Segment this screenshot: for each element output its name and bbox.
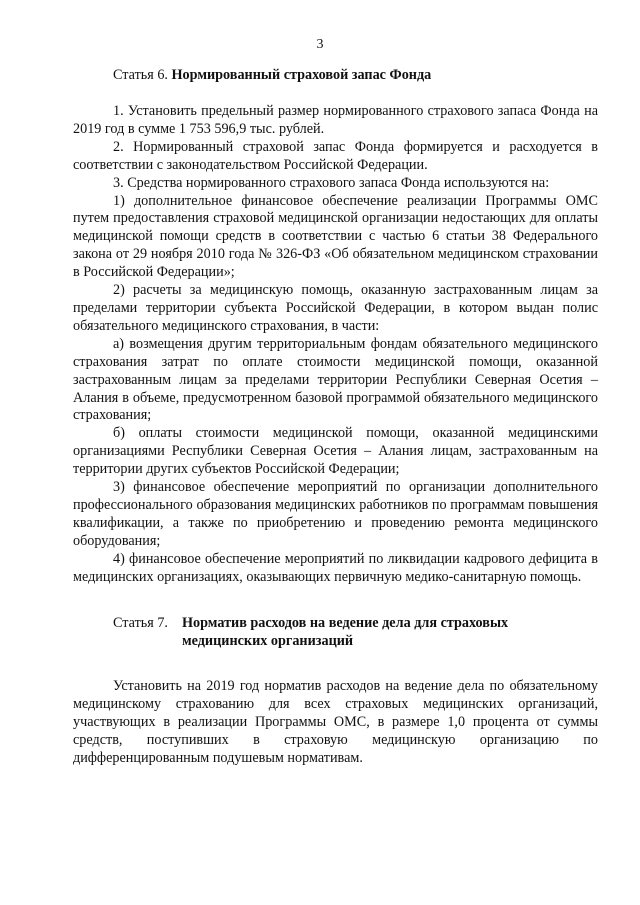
page-number: 3 (316, 37, 324, 52)
article-7-heading (73, 614, 598, 650)
article-7-paragraph: Установить на 2019 год норматив расходов на ведение дела по обязательному медицинскому страхованию для всех страховых медицинских организаций, участвующих в реализации Программы ОМС, в размере 1,0 процента от суммы средств, поступивших в страховую медицинскую организацию по дифференцированным подушевым нормативам. (73, 678, 598, 767)
article-6-paragraph: 1. Установить предельный размер нормированного страхового запаса Фонда на 2019 год в сумме 1 753 596,9 тыс. рублей. (73, 103, 598, 137)
article-7-label: Статья 7. (113, 615, 168, 632)
article-6-paragraph: а) возмещения другим территориальным фондам обязательного медицинского страхования затрат по оплате стоимости медицинской помощи, оказанной застрахованным лицам за пределами территории Республики Северная Осетия – Алания в объеме, предусмотренном базовой программой обязательного медицинского страхования; (73, 335, 598, 424)
article-6-paragraph: 4) финансовое обеспечение мероприятий по ликвидации кадрового дефицита в медицинских организациях, оказывающих первичную медико-санитарную помощь. (73, 550, 598, 585)
article-7-title (182, 614, 598, 650)
article-6-paragraph: б) оплаты стоимости медицинской помощи, оказанной медицинскими организациями Республики Северная Осетия – Алания лицам, застрахованным на территории других субъектов Российской Федерации; (73, 425, 598, 478)
article-6-paragraph: 1) дополнительное финансовое обеспечение реализации Программы ОМС путем предоставления страховой медицинской организации недостающих для оплаты медицинской помощи средств в соответствии с частью 6 статьи 38 Федерального закона от 29 ноября 2010 года № 326-ФЗ «Об обязательном медицинском страховании в Российской Федерации»; (73, 192, 598, 281)
article-6-paragraph: 2) расчеты за медицинскую помощь, оказанную застрахованным лицам за пределами территории субъекта Российской Федерации, в котором выдан полис обязательного медицинского страхования, в части: (73, 282, 598, 334)
article-7-title-line-1: Норматив расходов на ведение дела для страховых (181, 615, 509, 632)
article-7-title-line-2: медицинских организаций (181, 633, 354, 650)
article-6-heading (73, 66, 598, 84)
article-6-label: Статья 6. (113, 67, 168, 83)
article-6-paragraph: 3) финансовое обеспечение мероприятий по организации дополнительного профессионального образования медицинских работников по программам повышения квалификации, а также по приобретению и проведению ремонта медицинского оборудования; (73, 479, 598, 549)
article-6-paragraph: 2. Нормированный страховой запас Фонда формируется и расходуется в соответствии с законодательством Российской Федерации. (73, 138, 598, 173)
article-6-title: Нормированный страховой запас Фонда (171, 67, 432, 83)
document-body (73, 66, 598, 768)
article-6-paragraph: 3. Средства нормированного страхового запаса Фонда используются на: (113, 174, 550, 191)
